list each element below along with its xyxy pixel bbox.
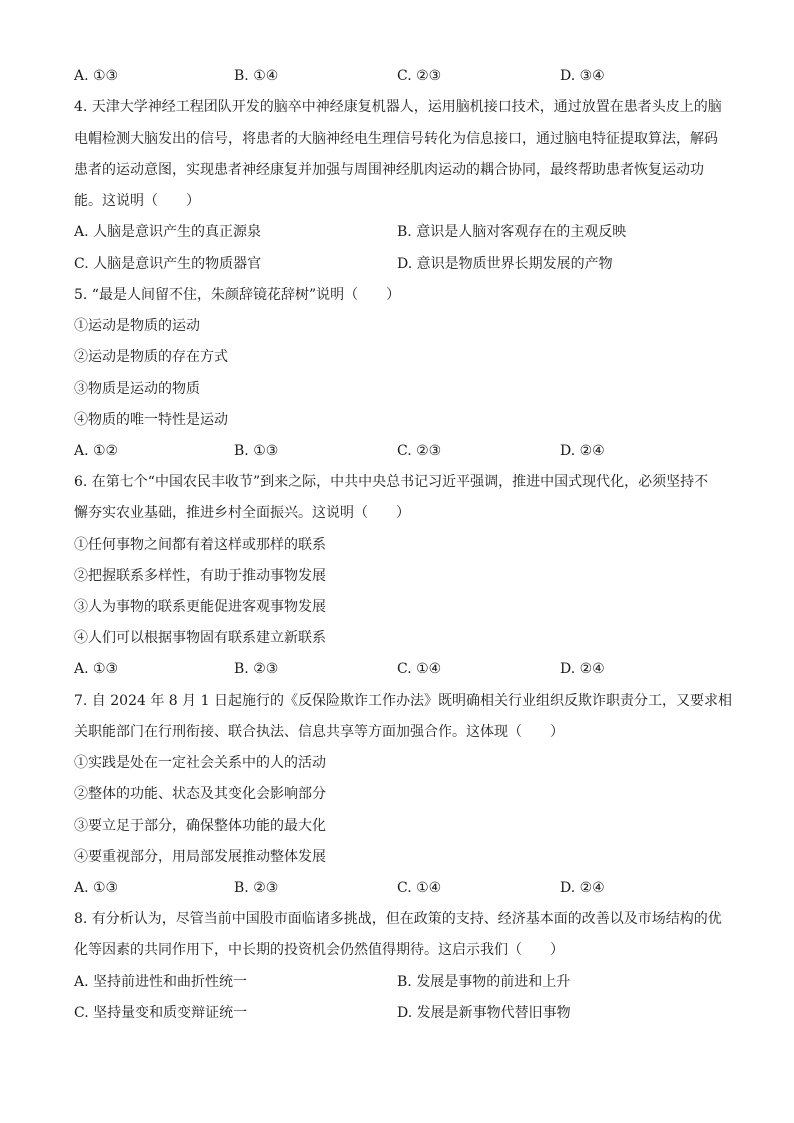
q7-item-1: ①实践是处在一定社会关系中的人的活动 <box>74 755 326 771</box>
q6-item-4: ④人们可以根据事物固有联系建立新联系 <box>74 630 326 646</box>
q8-options-row-1 <box>74 973 734 991</box>
q6-stem-line-2: 懈夯实农业基础，推进乡村全面振兴。这说明（ ） <box>74 505 410 521</box>
q7-options <box>74 879 734 897</box>
q4-option-a[interactable]: A. 人脑是意识产生的真正源泉 <box>74 224 262 240</box>
q6-option-d[interactable]: D. ②④ <box>560 661 605 677</box>
q7-item-2: ②整体的功能、状态及其变化会影响部分 <box>74 786 326 802</box>
q7-option-b[interactable]: B. ②③ <box>234 880 279 896</box>
q4-stem-line-2: 电帽检测大脑发出的信号，将患者的大脑神经电生理信号转化为信息接口，通过脑电特征提取算法，解码 <box>74 131 718 147</box>
q3-options <box>74 67 734 85</box>
q6-option-c[interactable]: C. ①④ <box>397 661 442 677</box>
q7-stem-line-2: 关职能部门在行刑衔接、联合执法、信息共享等方面加强合作。这体现（ ） <box>74 724 564 740</box>
q6-item-2: ②把握联系多样性，有助于推动事物发展 <box>74 568 326 584</box>
q6-item-3: ③人为事物的联系更能促进客观事物发展 <box>74 599 326 615</box>
q3-option-a[interactable]: A. ①③ <box>74 68 119 84</box>
q5-item-1: ①运动是物质的运动 <box>74 318 200 334</box>
q5-item-2: ②运动是物质的存在方式 <box>74 349 228 365</box>
q7-option-a[interactable]: A. ①③ <box>74 880 119 896</box>
q4-stem-line-1: 4. 天津大学神经工程团队开发的脑卒中神经康复机器人，运用脑机接口技术，通过放置在患者头皮上的脑 <box>74 99 722 115</box>
q4-options-row-2 <box>74 255 734 273</box>
q7-stem-line-1: 7. 自 2024 年 8 月 1 日起施行的《反保险欺诈工作办法》既明确相关行业组织反欺诈职责分工，又要求相 <box>74 693 732 709</box>
q7-item-4: ④要重视部分，用局部发展推动整体发展 <box>74 849 326 865</box>
q4-stem-line-3: 患者的运动意图，实现患者神经康复并加强与周围神经肌肉运动的耦合协同，最终帮助患者恢复运动功 <box>74 162 704 178</box>
q4-option-d[interactable]: D. 意识是物质世界长期发展的产物 <box>397 256 613 272</box>
q8-option-a[interactable]: A. 坚持前进性和曲折性统一 <box>74 974 248 990</box>
q5-item-3: ③物质是运动的物质 <box>74 381 200 397</box>
q3-option-c[interactable]: C. ②③ <box>397 68 442 84</box>
q8-stem-line-2: 化等因素的共同作用下，中长期的投资机会仍然值得期待。这启示我们（ ） <box>74 942 564 958</box>
q5-stem: 5. “最是人间留不住，朱颜辞镜花辞树”说明（ ） <box>74 287 401 303</box>
q6-option-b[interactable]: B. ②③ <box>234 661 279 677</box>
q7-option-c[interactable]: C. ①④ <box>397 880 442 896</box>
q5-option-a[interactable]: A. ①② <box>74 443 119 459</box>
q3-option-d[interactable]: D. ③④ <box>560 68 605 84</box>
q6-option-a[interactable]: A. ①③ <box>74 661 119 677</box>
q8-stem-line-1: 8. 有分析认为，尽管当前中国股市面临诸多挑战，但在政策的支持、经济基本面的改善以及市场结构的优 <box>74 911 722 927</box>
q7-option-d[interactable]: D. ②④ <box>560 880 605 896</box>
q8-option-d[interactable]: D. 发展是新事物代替旧事物 <box>397 1005 571 1021</box>
q5-options <box>74 442 734 460</box>
q5-item-4: ④物质的唯一特性是运动 <box>74 412 228 428</box>
q7-item-3: ③要立足于部分，确保整体功能的最大化 <box>74 818 326 834</box>
q5-option-c[interactable]: C. ②③ <box>397 443 442 459</box>
q3-option-b[interactable]: B. ①④ <box>234 68 279 84</box>
q8-option-c[interactable]: C. 坚持量变和质变辩证统一 <box>74 1005 248 1021</box>
q8-option-b[interactable]: B. 发展是事物的前进和上升 <box>397 974 571 990</box>
q5-option-b[interactable]: B. ①③ <box>234 443 279 459</box>
q6-options <box>74 660 734 678</box>
q5-option-d[interactable]: D. ②④ <box>560 443 605 459</box>
q4-option-b[interactable]: B. 意识是人脑对客观存在的主观反映 <box>397 224 627 240</box>
q6-stem-line-1: 6. 在第七个“中国农民丰收节”到来之际，中共中央总书记习近平强调，推进中国式现代化，必须坚持不 <box>74 474 709 490</box>
q6-item-1: ①任何事物之间都有着这样或那样的联系 <box>74 537 326 553</box>
q4-options-row-1 <box>74 223 734 241</box>
q4-option-c[interactable]: C. 人脑是意识产生的物质器官 <box>74 256 262 272</box>
q4-stem-line-4: 能。这说明（ ） <box>74 193 200 209</box>
q8-options-row-2 <box>74 1004 734 1022</box>
